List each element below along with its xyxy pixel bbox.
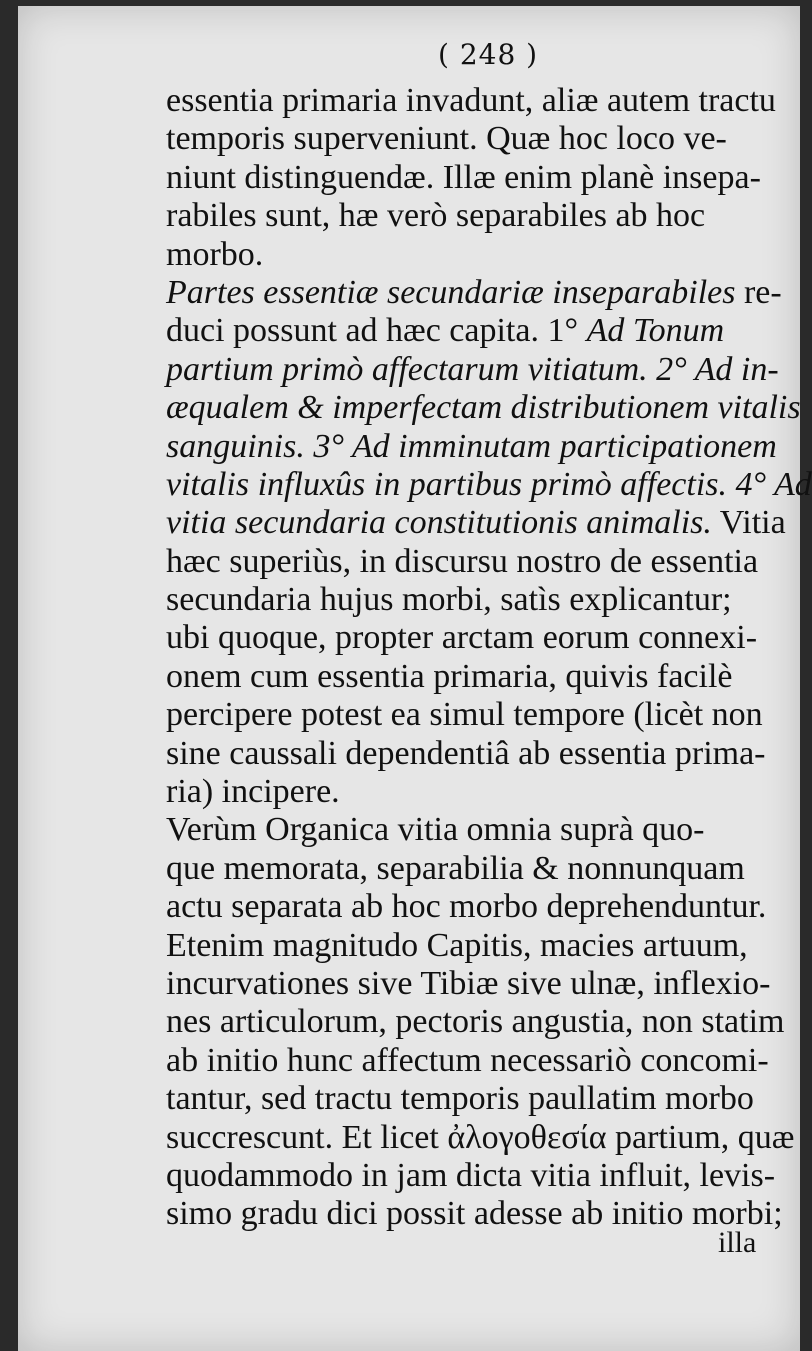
text-line: tantur, sed tractu temporis paullatim morbo	[166, 1080, 754, 1118]
text-line: temporis superveniunt. Quæ hoc loco ve-	[166, 120, 727, 158]
text-line: duci possunt ad hæc capita. 1° Ad Tonum	[166, 312, 725, 350]
text-line: incurvationes sive Tibiæ sive ulnæ, inflexio-	[166, 964, 771, 1002]
text-line: Partes essentiæ secundariæ inseparabiles re-	[166, 273, 782, 311]
text-line: vitalis influxûs in partibus primò affectis. 4° Ad	[166, 465, 812, 503]
body-text	[166, 82, 812, 1234]
text-line: ria) incipere.	[166, 773, 340, 811]
text-line: ubi quoque, propter arctam eorum connexi-	[166, 619, 758, 657]
text-line: hæc superiùs, in discursu nostro de essentia	[166, 542, 759, 580]
text-line: æqualem & imperfectam distributionem vitalis	[166, 389, 801, 427]
text-line: Etenim magnitudo Capitis, macies artuum,	[166, 926, 748, 964]
text-line: quodammodo in jam dicta vitia influit, levis-	[166, 1156, 776, 1194]
text-line: que memorata, separabilia & nonnunquam	[166, 849, 745, 887]
text-line: nes articulorum, pectoris angustia, non statim	[166, 1003, 785, 1041]
text-line: ab initio hunc affectum necessariò concomi-	[166, 1041, 769, 1079]
text-line: Verùm Organica vitia omnia suprà quo-	[166, 811, 705, 849]
text-line: simo gradu dici possit adesse ab initio morbi;	[166, 1195, 783, 1233]
text-line: actu separata ab hoc morbo deprehenduntur.	[166, 888, 767, 926]
text-line: succrescunt. Et licet ἀλογοθεσία partium, quæ	[166, 1118, 795, 1156]
text-line: secundaria hujus morbi, satìs explicantur;	[166, 581, 732, 619]
text-line: niunt distinguendæ. Illæ enim planè insepa-	[166, 158, 761, 196]
text-line: onem cum essentia primaria, quivis facilè	[166, 657, 733, 695]
book-page	[18, 6, 812, 1351]
catchword: illa	[718, 1226, 757, 1259]
text-line: essentia primaria invadunt, aliæ autem tractu	[166, 82, 776, 119]
page-number: ( 248 )	[438, 38, 539, 71]
text-line: morbo.	[166, 235, 264, 273]
text-line: vitia secundaria constitutionis animalis. Vitia	[166, 504, 786, 542]
text-line: sine caussali dependentiâ ab essentia prima-	[166, 734, 766, 772]
text-line: rabiles sunt, hæ verò separabiles ab hoc	[166, 197, 706, 235]
text-line: partium primò affectarum vitiatum. 2° Ad in-	[166, 350, 779, 388]
text-line: sanguinis. 3° Ad imminutam participationem	[166, 427, 777, 465]
text-line: percipere potest ea simul tempore (licèt non	[166, 696, 763, 734]
